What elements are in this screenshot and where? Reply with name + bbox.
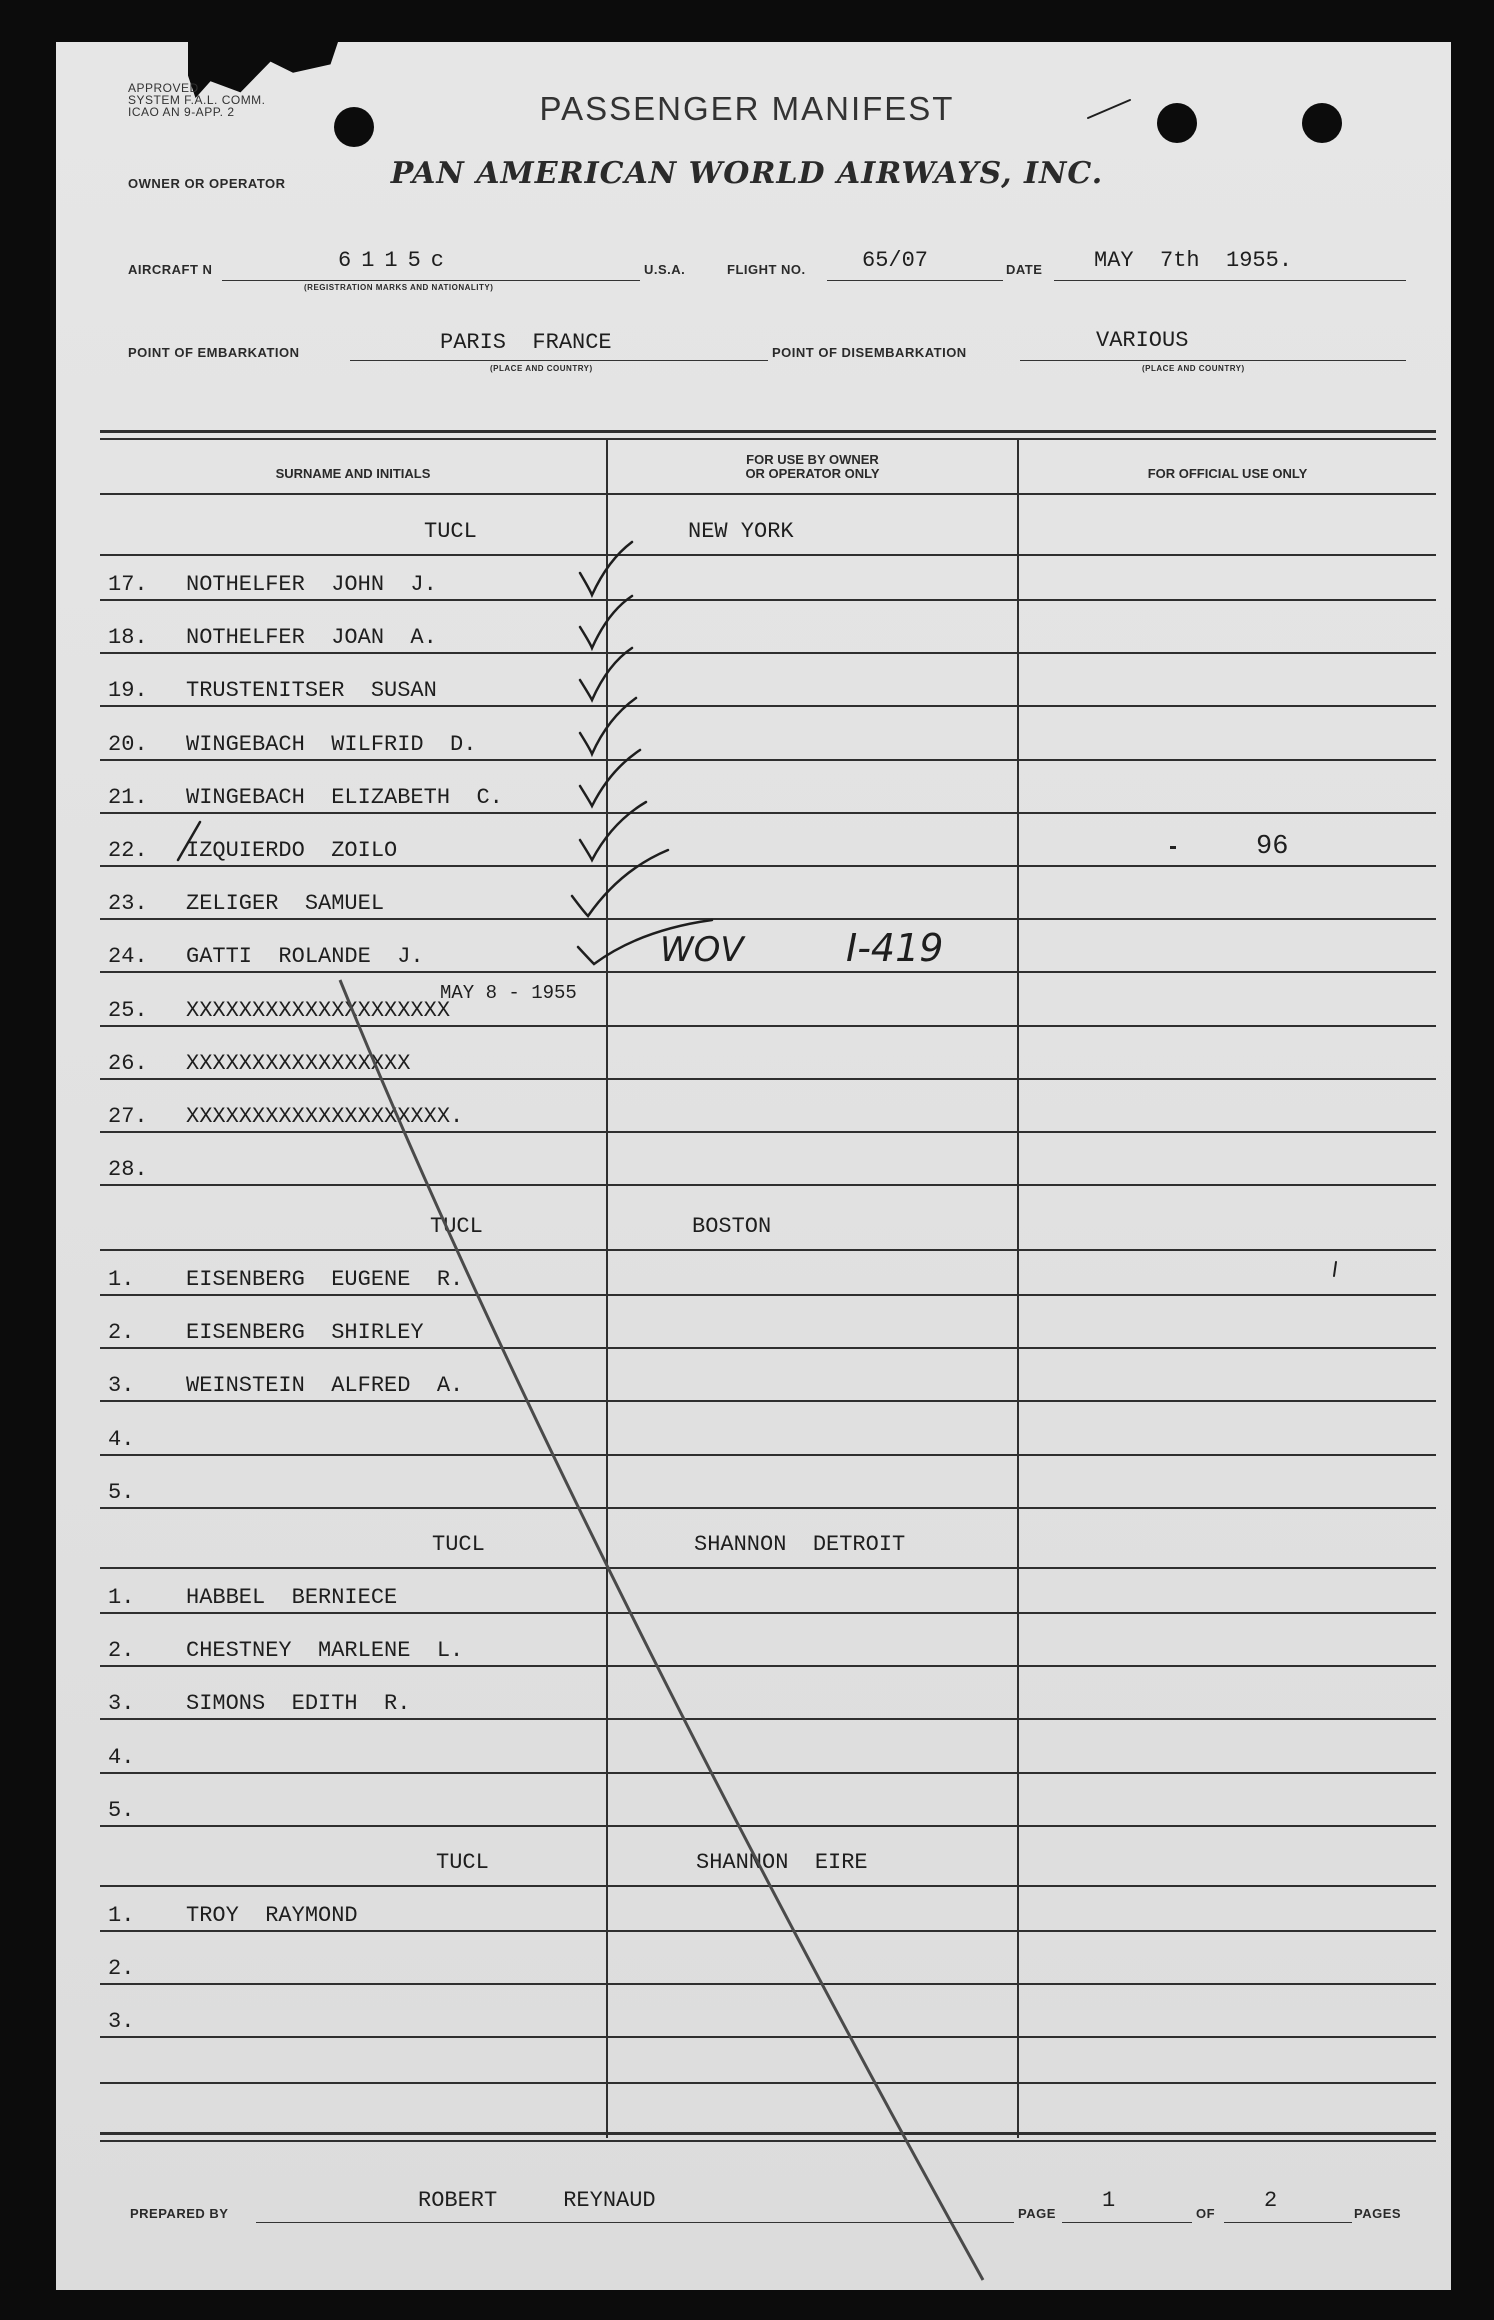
of-underline [1224, 2222, 1352, 2223]
pages-label: PAGES [1354, 2206, 1402, 2221]
row-number: 3. [108, 1691, 135, 1717]
row-number: 27. [108, 1104, 148, 1129]
row-number: 25. [108, 997, 148, 1023]
group-class: TUCL [436, 1850, 489, 1875]
embarkation-caption: (PLACE AND COUNTRY) [490, 364, 593, 373]
pen-mark-icon [1088, 100, 1130, 118]
passenger-name: XXXXXXXXXXXXXXXXXXXX. [186, 1104, 464, 1129]
diagonal-strike-line [340, 980, 983, 2280]
row-number: 5. [108, 1479, 135, 1505]
passenger-name: TROY RAYMOND [186, 1903, 358, 1928]
row-number: 23. [108, 891, 148, 917]
owner-label: OWNER OR OPERATOR [128, 176, 286, 191]
column-header-owner-line: OR OPERATOR ONLY [745, 466, 880, 481]
row-number: 3. [108, 2009, 135, 2035]
date-label: DATE [1006, 262, 1043, 277]
group-class: TUCL [430, 1214, 483, 1239]
disembarkation-label: POINT OF DISEMBARKATION [772, 345, 967, 360]
check-icon [580, 596, 632, 648]
strike-icon [178, 822, 200, 860]
row-number: 5. [108, 1797, 135, 1823]
row-number: 24. [108, 944, 148, 970]
passenger-name: EISENBERG EUGENE R. [186, 1267, 464, 1292]
column-header-surname: SURNAME AND INITIALS [275, 466, 431, 481]
row-number: 4. [108, 1426, 135, 1452]
pen-mark-icon [1334, 1262, 1336, 1276]
passenger-name: HABBEL BERNIECE [186, 1585, 398, 1610]
company-name: PAN AMERICAN WORLD AIRWAYS, INC. [390, 156, 1104, 191]
flight-label: FLIGHT NO. [727, 262, 806, 277]
check-icon [572, 850, 668, 916]
handwritten-wov: WOV [660, 930, 744, 970]
of-value: 2 [1264, 2188, 1278, 2213]
row-number: 22. [108, 838, 148, 863]
row-number: 1. [108, 1267, 135, 1292]
column-header-owner-line: FOR USE BY OWNER [746, 452, 879, 467]
row-number: 3. [108, 1373, 135, 1399]
prepared-by-label: PREPARED BY [130, 2206, 229, 2221]
group-destination: NEW YORK [688, 519, 794, 544]
registration-caption: (REGISTRATION MARKS AND NATIONALITY) [304, 283, 494, 292]
aircraft-value: 6115c [338, 248, 455, 273]
prepared-by-value: ROBERT REYNAUD [418, 2188, 656, 2213]
page-title: PASSENGER MANIFEST [539, 90, 955, 127]
row-number: 2. [108, 1956, 135, 1982]
group-destination: SHANNON EIRE [696, 1850, 868, 1875]
passenger-name: NOTHELFER JOHN J. [186, 572, 437, 597]
group-class: TUCL [432, 1532, 485, 1557]
passenger-name: XXXXXXXXXXXXXXXXXXXX [186, 997, 451, 1023]
usa-label: U.S.A. [644, 262, 686, 277]
row-number: 26. [108, 1050, 148, 1076]
passenger-name: WEINSTEIN ALFRED A. [186, 1373, 464, 1399]
passenger-name: TRUSTENITSER SUSAN [186, 678, 437, 704]
check-marks [178, 100, 1336, 1276]
row-number: 1. [108, 1585, 135, 1610]
approved-line: APPROVED [128, 81, 199, 95]
row-number: 2. [108, 1638, 135, 1664]
official-number: 96 [1256, 832, 1289, 862]
row-number: 2. [108, 1320, 135, 1346]
check-icon [580, 542, 632, 595]
aircraft-label: AIRCRAFT N [128, 262, 213, 277]
page-value: 1 [1102, 2188, 1116, 2213]
page-label: PAGE [1018, 2206, 1056, 2221]
row-number: 17. [108, 572, 148, 597]
passenger-name: CHESTNEY MARLENE L. [186, 1638, 464, 1664]
approved-line: ICAO AN 9-APP. 2 [128, 105, 235, 119]
disembarkation-value: VARIOUS [1096, 328, 1189, 353]
approved-line: SYSTEM F.A.L. COMM. [128, 93, 266, 107]
group-destination: SHANNON DETROIT [694, 1532, 906, 1557]
embarkation-label: POINT OF EMBARKATION [128, 345, 300, 360]
passenger-name: WINGEBACH ELIZABETH C. [186, 784, 503, 810]
of-label: OF [1196, 2206, 1216, 2221]
row-number: 4. [108, 1744, 135, 1770]
row-number: 1. [108, 1903, 135, 1928]
row-number: 28. [108, 1157, 148, 1183]
passenger-name: ZELIGER SAMUEL [186, 891, 385, 917]
column-header-official: FOR OFFICIAL USE ONLY [1147, 466, 1308, 481]
passenger-name: GATTI ROLANDE J. [186, 944, 424, 970]
embarkation-value: PARIS FRANCE [440, 330, 612, 355]
check-icon [580, 802, 646, 860]
date-stamp: MAY 8 - 1955 [440, 982, 577, 1004]
flight-value: 65/07 [862, 248, 929, 273]
check-icon [580, 750, 640, 806]
passenger-name: SIMONS EDITH R. [186, 1691, 411, 1717]
passenger-name: WINGEBACH WILFRID D. [186, 731, 477, 757]
passenger-name: IZQUIERDO ZOILO [186, 838, 398, 863]
row-number: 20. [108, 731, 148, 757]
prepared-underline [256, 2222, 1014, 2223]
group-class: TUCL [424, 519, 477, 544]
check-icon [580, 648, 632, 700]
row-number: 21. [108, 784, 148, 810]
passenger-name: EISENBERG SHIRLEY [186, 1320, 424, 1346]
date-value: MAY 7th 1955. [1094, 248, 1293, 273]
group-destination: BOSTON [692, 1214, 772, 1239]
check-icon [578, 920, 712, 964]
check-icon [580, 698, 636, 754]
page-underline [1062, 2222, 1192, 2223]
passenger-name: NOTHELFER JOAN A. [186, 625, 437, 651]
row-number: 18. [108, 625, 148, 651]
row-number: 19. [108, 678, 148, 704]
disembarkation-caption: (PLACE AND COUNTRY) [1142, 364, 1245, 373]
handwritten-i419: I-419 [846, 926, 944, 970]
passenger-name: XXXXXXXXXXXXXXXXX [186, 1050, 411, 1076]
